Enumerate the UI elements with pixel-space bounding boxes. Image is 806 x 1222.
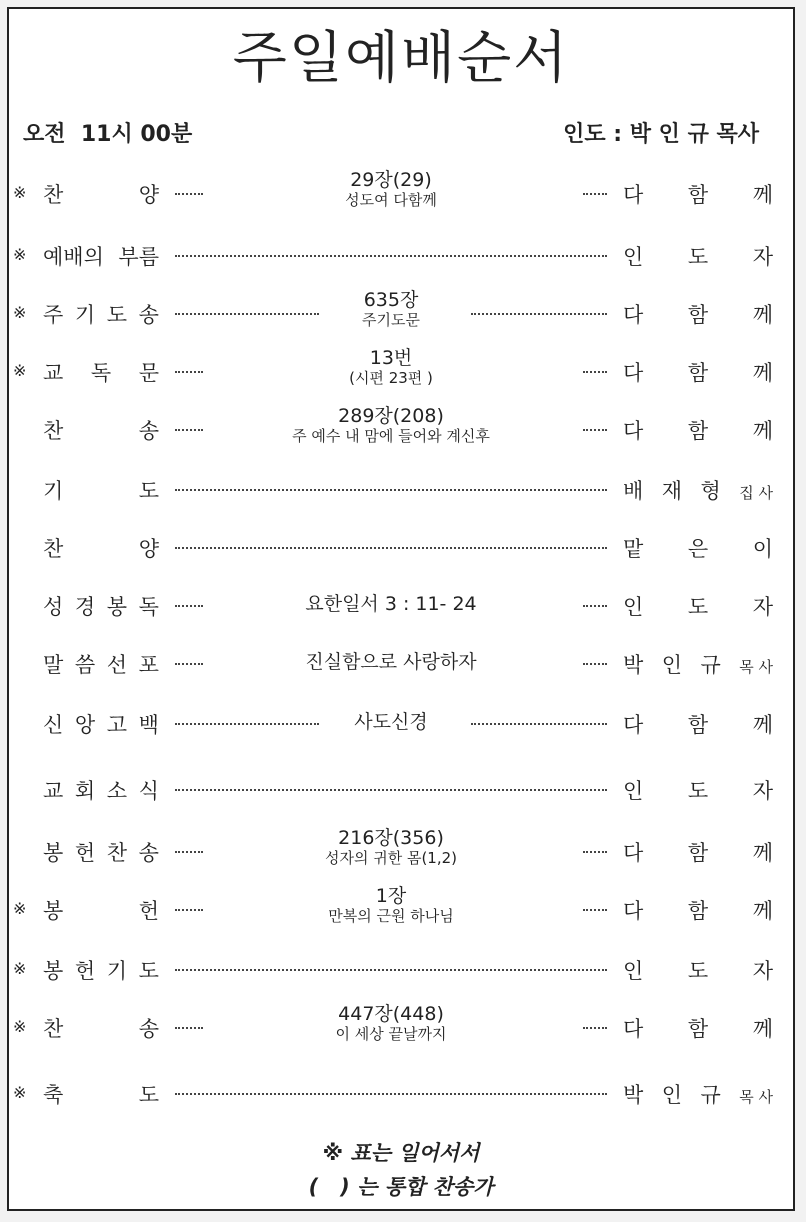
responsible-char: 함 bbox=[687, 899, 709, 923]
responsible-char: 함 bbox=[687, 303, 709, 327]
footer-standing-note: ※ 표는 일어서서 bbox=[322, 1141, 480, 1165]
footer-hymnal-note: ( ) 는 통합 찬송가 bbox=[308, 1175, 494, 1199]
responsible-person bbox=[623, 299, 773, 329]
item-name-char: 축 bbox=[43, 1083, 64, 1107]
responsible-char: 인 bbox=[623, 245, 644, 269]
responsible-person bbox=[623, 357, 773, 387]
item-name-char: 헌 bbox=[74, 959, 96, 983]
order-row bbox=[9, 523, 793, 573]
item-detail bbox=[211, 169, 571, 209]
item-name-char: 도 bbox=[138, 1083, 159, 1107]
standing-mark: ※ bbox=[13, 1017, 27, 1036]
item-name-char: 양 bbox=[138, 537, 159, 561]
standing-mark: ※ bbox=[13, 959, 27, 978]
responsible-char: 다 bbox=[623, 419, 644, 443]
order-row bbox=[9, 639, 793, 689]
responsible-char: 인 bbox=[661, 1083, 683, 1107]
dotted-leader-right bbox=[583, 429, 607, 431]
dotted-leader bbox=[175, 255, 607, 257]
order-row bbox=[9, 885, 793, 935]
responsible-char: 집 사 bbox=[739, 484, 773, 502]
responsible-char: 자 bbox=[752, 245, 773, 269]
item-name-char: 교 bbox=[43, 779, 64, 803]
item-name-char: 주 bbox=[43, 303, 64, 327]
responsible-char: 함 bbox=[687, 183, 709, 207]
responsible-char: 함 bbox=[687, 419, 709, 443]
order-row bbox=[9, 827, 793, 877]
page-title: 주일예배순서 bbox=[232, 26, 570, 91]
dotted-leader-right bbox=[583, 371, 607, 373]
order-row bbox=[9, 1069, 793, 1119]
dotted-leader-left bbox=[175, 663, 203, 665]
responsible-char: 도 bbox=[687, 959, 709, 983]
item-name-char: 도 bbox=[138, 479, 159, 503]
item-name-char: 찬 bbox=[43, 183, 64, 207]
item-name bbox=[43, 775, 159, 805]
responsible-person bbox=[623, 179, 773, 209]
order-row bbox=[9, 945, 793, 995]
item-name-char: 독 bbox=[90, 361, 112, 385]
item-name-char: 도 bbox=[106, 303, 128, 327]
item-detail-sub: 이 세상 끝날까지 bbox=[335, 1025, 447, 1043]
item-detail-main: 289장(208) bbox=[338, 405, 444, 427]
item-name-char: 예배의 bbox=[43, 245, 104, 269]
item-name bbox=[43, 533, 159, 563]
item-name bbox=[43, 955, 159, 985]
responsible-char: 께 bbox=[752, 1017, 773, 1041]
order-row bbox=[9, 289, 793, 339]
item-name-char: 독 bbox=[138, 595, 159, 619]
item-name bbox=[43, 179, 159, 209]
standing-mark: ※ bbox=[13, 899, 27, 918]
item-detail bbox=[211, 289, 571, 329]
dotted-leader-right bbox=[583, 193, 607, 195]
item-name-char: 봉 bbox=[43, 841, 64, 865]
item-name bbox=[43, 299, 159, 329]
standing-mark: ※ bbox=[13, 303, 27, 322]
responsible-char: 은 bbox=[687, 537, 709, 561]
responsible-char: 규 bbox=[700, 1083, 721, 1107]
item-name-char: 기 bbox=[106, 959, 128, 983]
responsible-char: 함 bbox=[687, 1017, 709, 1041]
item-detail-sub: 성자의 귀한 몸(1,2) bbox=[324, 849, 458, 867]
dotted-leader-left bbox=[175, 193, 203, 195]
responsible-char: 께 bbox=[752, 303, 773, 327]
responsible-person bbox=[623, 775, 773, 805]
item-name bbox=[43, 475, 159, 505]
item-name-char: 포 bbox=[138, 653, 159, 677]
responsible-char: 께 bbox=[752, 713, 773, 737]
item-detail-main: 216장(356) bbox=[338, 827, 444, 849]
order-row bbox=[9, 347, 793, 397]
responsible-person bbox=[623, 475, 773, 505]
item-name-char: 찬 bbox=[106, 841, 128, 865]
responsible-char: 다 bbox=[623, 361, 644, 385]
item-name bbox=[43, 1079, 159, 1109]
responsible-person bbox=[623, 837, 773, 867]
item-name-char: 송 bbox=[138, 303, 159, 327]
dotted-leader-left bbox=[175, 851, 203, 853]
responsible-char: 인 bbox=[661, 653, 683, 677]
service-leader: 인도 : 박 인 규 목사 bbox=[563, 122, 759, 147]
item-name-char: 교 bbox=[43, 361, 64, 385]
item-name-char: 앙 bbox=[74, 713, 96, 737]
responsible-char: 다 bbox=[623, 1017, 644, 1041]
order-row bbox=[9, 169, 793, 219]
item-name-char: 문 bbox=[138, 361, 159, 385]
responsible-person bbox=[623, 591, 773, 621]
standing-mark: ※ bbox=[13, 245, 27, 264]
item-name bbox=[43, 357, 159, 387]
dotted-leader-right bbox=[583, 1027, 607, 1029]
responsible-char: 께 bbox=[752, 183, 773, 207]
responsible-char: 목 사 bbox=[739, 1088, 773, 1106]
responsible-char: 도 bbox=[687, 779, 709, 803]
item-detail-sub: (시편 23편 ) bbox=[349, 369, 433, 387]
dotted-leader-left bbox=[175, 1027, 203, 1029]
responsible-person bbox=[623, 955, 773, 985]
responsible-char: 인 bbox=[623, 779, 644, 803]
order-row bbox=[9, 231, 793, 281]
dotted-leader-left bbox=[175, 605, 203, 607]
responsible-char: 다 bbox=[623, 303, 644, 327]
dotted-leader bbox=[175, 969, 607, 971]
item-name-char: 말 bbox=[43, 653, 64, 677]
responsible-char: 자 bbox=[752, 779, 773, 803]
item-name bbox=[43, 241, 159, 271]
item-detail-sub: 만복의 근원 하나님 bbox=[328, 907, 454, 925]
item-name-char: 헌 bbox=[138, 899, 159, 923]
responsible-char: 배 bbox=[623, 479, 644, 503]
item-detail bbox=[211, 347, 571, 387]
responsible-char: 함 bbox=[687, 361, 709, 385]
item-detail-main: 447장(448) bbox=[338, 1003, 444, 1025]
responsible-person bbox=[623, 241, 773, 271]
order-row bbox=[9, 765, 793, 815]
responsible-char: 께 bbox=[752, 419, 773, 443]
dotted-leader-right bbox=[583, 909, 607, 911]
item-detail-main: 13번 bbox=[369, 347, 413, 369]
item-name bbox=[43, 591, 159, 621]
responsible-char: 자 bbox=[752, 595, 773, 619]
item-detail bbox=[211, 651, 571, 673]
responsible-person bbox=[623, 649, 773, 679]
order-row bbox=[9, 1003, 793, 1053]
item-detail-main: 사도신경 bbox=[354, 711, 428, 733]
standing-mark: ※ bbox=[13, 183, 27, 202]
item-name bbox=[43, 1013, 159, 1043]
responsible-person bbox=[623, 709, 773, 739]
item-name-char: 백 bbox=[138, 713, 159, 737]
item-detail-sub: 주 예수 내 맘에 들어와 계신후 bbox=[292, 427, 490, 445]
responsible-char: 이 bbox=[752, 537, 773, 561]
item-detail bbox=[211, 405, 571, 445]
item-detail-main: 635장 bbox=[363, 289, 419, 311]
responsible-char: 박 bbox=[623, 653, 644, 677]
order-row bbox=[9, 581, 793, 631]
item-name bbox=[43, 415, 159, 445]
responsible-char: 함 bbox=[687, 713, 709, 737]
item-name bbox=[43, 649, 159, 679]
item-name-char: 부름 bbox=[118, 245, 159, 269]
responsible-person bbox=[623, 533, 773, 563]
dotted-leader bbox=[175, 789, 607, 791]
item-detail bbox=[211, 1003, 571, 1043]
responsible-char: 다 bbox=[623, 183, 644, 207]
standing-mark: ※ bbox=[13, 1083, 27, 1102]
item-name-char: 봉 bbox=[43, 959, 64, 983]
order-row bbox=[9, 699, 793, 749]
item-name-char: 성 bbox=[43, 595, 64, 619]
responsible-char: 다 bbox=[623, 899, 644, 923]
dotted-leader-left bbox=[175, 429, 203, 431]
item-name-char: 씀 bbox=[74, 653, 96, 677]
item-detail-main: 1장 bbox=[375, 885, 407, 907]
order-row bbox=[9, 465, 793, 515]
responsible-char: 박 bbox=[623, 1083, 644, 1107]
item-name bbox=[43, 837, 159, 867]
item-name-char: 찬 bbox=[43, 419, 64, 443]
item-name-char: 송 bbox=[138, 841, 159, 865]
responsible-person bbox=[623, 1013, 773, 1043]
dotted-leader bbox=[175, 1093, 607, 1095]
item-name-char: 식 bbox=[138, 779, 159, 803]
responsible-char: 재 bbox=[661, 479, 683, 503]
item-detail bbox=[211, 593, 571, 615]
item-name-char: 봉 bbox=[106, 595, 128, 619]
responsible-char: 규 bbox=[700, 653, 721, 677]
responsible-char: 다 bbox=[623, 713, 644, 737]
dotted-leader bbox=[175, 489, 607, 491]
item-name-char: 송 bbox=[138, 419, 159, 443]
item-name-char: 찬 bbox=[43, 537, 64, 561]
item-name bbox=[43, 709, 159, 739]
standing-mark: ※ bbox=[13, 361, 27, 380]
responsible-char: 께 bbox=[752, 361, 773, 385]
dotted-leader-left bbox=[175, 909, 203, 911]
item-detail-main: 진실함으로 사랑하자 bbox=[305, 651, 477, 673]
item-detail-main: 요한일서 3 : 11- 24 bbox=[305, 593, 477, 615]
item-name-char: 송 bbox=[138, 1017, 159, 1041]
item-name-char: 고 bbox=[106, 713, 128, 737]
dotted-leader bbox=[175, 547, 607, 549]
service-time: 오전 11시 00분 bbox=[23, 122, 193, 147]
item-detail-sub: 주기도문 bbox=[362, 311, 420, 329]
item-detail bbox=[211, 711, 571, 733]
responsible-char: 목 사 bbox=[739, 658, 773, 676]
responsible-char: 자 bbox=[752, 959, 773, 983]
responsible-char: 인 bbox=[623, 595, 644, 619]
item-detail bbox=[211, 827, 571, 867]
item-name-char: 선 bbox=[106, 653, 128, 677]
bulletin-page bbox=[7, 7, 795, 1211]
responsible-person bbox=[623, 415, 773, 445]
responsible-person bbox=[623, 1079, 773, 1109]
responsible-char: 인 bbox=[623, 959, 644, 983]
item-name-char: 신 bbox=[43, 713, 64, 737]
item-name bbox=[43, 895, 159, 925]
item-name-char: 소 bbox=[106, 779, 128, 803]
responsible-person bbox=[623, 895, 773, 925]
dotted-leader-right bbox=[583, 605, 607, 607]
dotted-leader-right bbox=[583, 851, 607, 853]
item-detail-sub: 성도여 다함께 bbox=[345, 191, 437, 209]
responsible-char: 맡 bbox=[623, 537, 644, 561]
item-name-char: 기 bbox=[74, 303, 96, 327]
item-name-char: 양 bbox=[138, 183, 159, 207]
responsible-char: 다 bbox=[623, 841, 644, 865]
item-name-char: 도 bbox=[138, 959, 159, 983]
order-row bbox=[9, 405, 793, 455]
item-name-char: 헌 bbox=[74, 841, 96, 865]
responsible-char: 께 bbox=[752, 899, 773, 923]
item-detail-main: 29장(29) bbox=[350, 169, 432, 191]
item-name-char: 회 bbox=[74, 779, 96, 803]
responsible-char: 도 bbox=[687, 595, 709, 619]
item-name-char: 경 bbox=[74, 595, 96, 619]
dotted-leader-right bbox=[583, 663, 607, 665]
responsible-char: 도 bbox=[687, 245, 709, 269]
item-name-char: 찬 bbox=[43, 1017, 64, 1041]
item-detail bbox=[211, 885, 571, 925]
responsible-char: 께 bbox=[752, 841, 773, 865]
responsible-char: 형 bbox=[700, 479, 721, 503]
item-name-char: 봉 bbox=[43, 899, 64, 923]
responsible-char: 함 bbox=[687, 841, 709, 865]
item-name-char: 기 bbox=[43, 479, 64, 503]
dotted-leader-left bbox=[175, 371, 203, 373]
